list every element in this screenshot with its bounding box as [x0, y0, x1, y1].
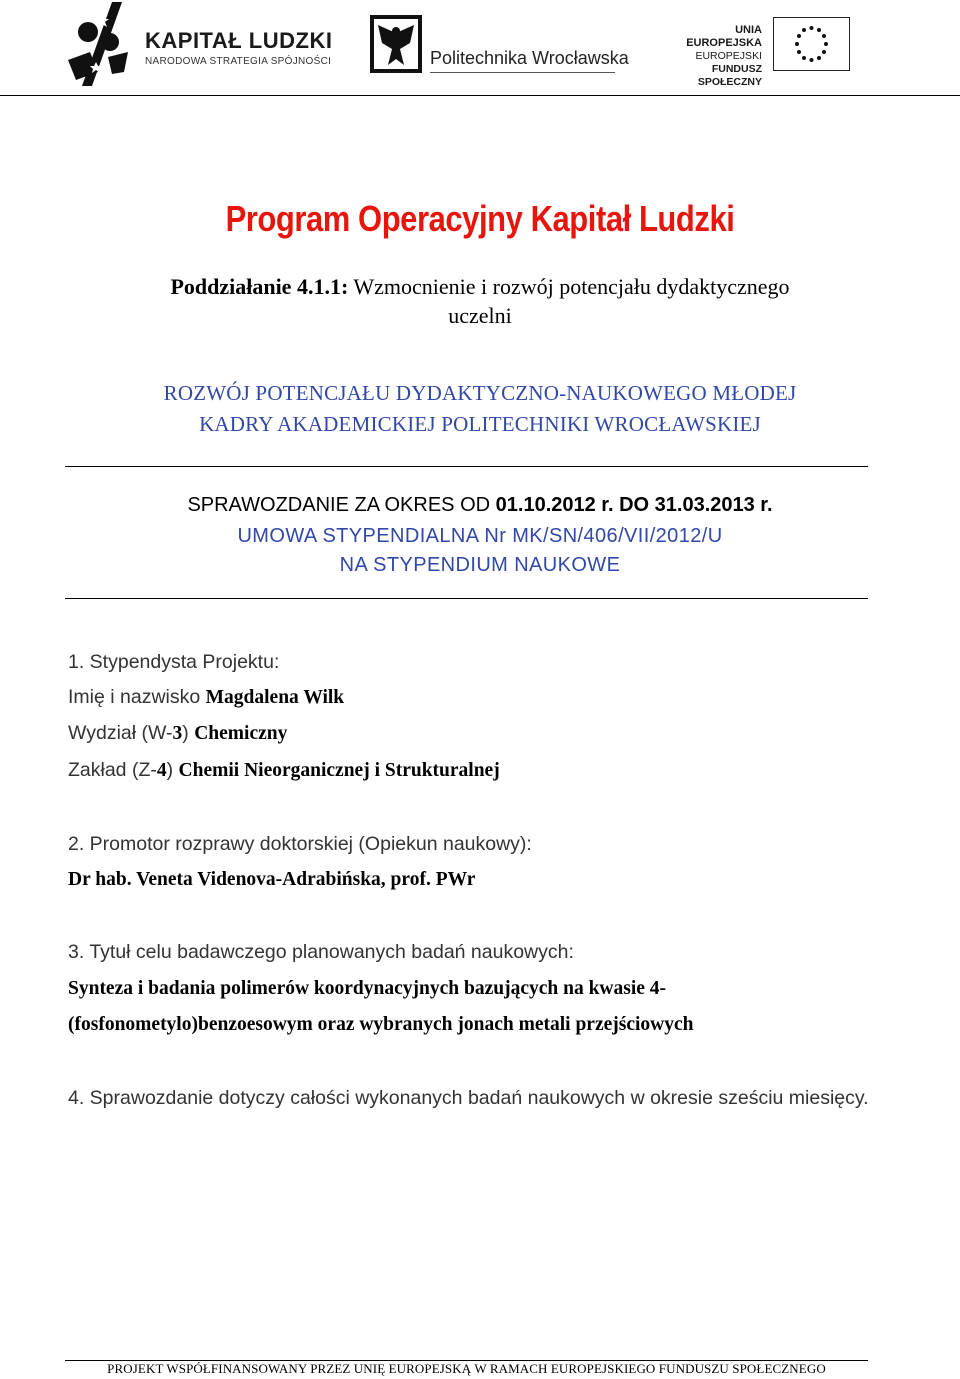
report-prefix: SPRAWOZDANIE ZA OKRES OD: [187, 494, 496, 516]
research-title-line-1: Synteza i badania polimerów koordynacyjnych bazujących na kwasie 4-: [68, 978, 667, 999]
section-2-heading: 2. Promotor rozprawy doktorskiej (Opiekun naukowy):: [68, 833, 532, 855]
header-divider: [0, 95, 960, 96]
kapital-ludzki-emblem-icon: [68, 2, 138, 86]
pwr-logo-text: Politechnika Wrocławska: [430, 48, 629, 68]
ue-line-2: EUROPEJSKI: [695, 50, 762, 62]
supervisor-name: Dr hab. Veneta Videnova-Adrabińska, prof. PWr: [68, 869, 476, 890]
pwr-logo-underline: [430, 72, 615, 73]
section-4-text: 4. Sprawozdanie dotyczy całości wykonanych badań naukowych w okresie sześciu miesięcy.: [68, 1087, 869, 1109]
report-period: [60, 494, 900, 517]
report-dates: 01.10.2012 r. DO 31.03.2013 r.: [495, 494, 773, 516]
contract-type: NA STYPENDIUM NAUKOWE: [339, 554, 621, 576]
footer-text: PROJEKT WSPÓŁFINANSOWANY PRZEZ UNIĘ EUROPEJSKĄ W RAMACH EUROPEJSKIEGO FUNDUSZU SPOŁECZNEGO: [107, 1361, 826, 1376]
department-value: Chemii Nieorganicznej i Strukturalnej: [178, 760, 500, 781]
faculty-row: [68, 722, 287, 745]
department-label-close: ): [166, 759, 179, 781]
kapital-ludzki-subtitle: NARODOWA STRATEGIA SPÓJNOŚCI: [145, 56, 332, 67]
subaction-label: Poddziałanie 4.1.1:: [170, 274, 349, 299]
section-1-heading: 1. Stypendysta Projektu:: [68, 651, 280, 673]
research-title-line-2: (fosfonometylo)benzoesowym oraz wybranych jonach metali przejściowych: [68, 1014, 694, 1035]
department-label: Zakład (Z-: [68, 759, 157, 781]
ue-logo-text: [660, 24, 762, 89]
ue-line-3: FUNDUSZ SPOŁECZNY: [697, 63, 762, 88]
project-title: [60, 378, 900, 440]
section-3-heading: 3. Tytuł celu badawczego planowanych badań naukowych:: [68, 941, 574, 963]
section-divider-top: [65, 466, 868, 467]
page-title: Program Operacyjny Kapitał Ludzki: [225, 198, 735, 239]
pwr-eagle-crest-icon: [370, 15, 422, 73]
ue-line-1: UNIA EUROPEJSKA: [686, 24, 762, 49]
faculty-label: Wydział (W-: [68, 722, 173, 744]
scholar-name-value: Magdalena Wilk: [205, 687, 345, 708]
faculty-number: 3: [172, 723, 183, 744]
subaction-text: Wzmocnienie i rozwój potencjału dydaktycznego: [348, 274, 790, 299]
scholar-name-label: Imię i nazwisko: [68, 686, 206, 708]
faculty-value: Chemiczny: [194, 723, 288, 744]
subaction: [80, 272, 880, 330]
contract-number: UMOWA STYPENDIALNA Nr MK/SN/406/VII/2012/U: [237, 525, 723, 547]
eu-flag-icon: [773, 17, 850, 71]
section-divider-bottom: [65, 598, 868, 599]
faculty-label-close: ): [182, 722, 195, 744]
kapital-ludzki-title: KAPITAŁ LUDZKI: [145, 28, 333, 53]
contract-info: [60, 522, 900, 580]
scholar-name-row: [68, 686, 344, 709]
project-title-line-1: ROZWÓJ POTENCJAŁU DYDAKTYCZNO-NAUKOWEGO MŁODEJ: [163, 381, 797, 405]
department-number: 4: [156, 760, 167, 781]
department-row: [68, 759, 500, 782]
project-title-line-2: KADRY AKADEMICKIEJ POLITECHNIKI WROCŁAWSKIEJ: [199, 412, 761, 436]
subaction-text-2: uczelni: [448, 303, 512, 328]
